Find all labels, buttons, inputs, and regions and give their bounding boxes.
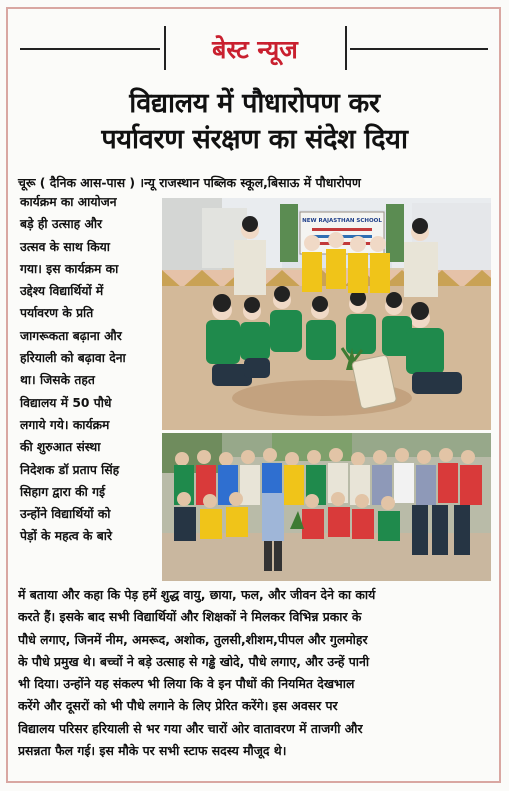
header-rule-left bbox=[20, 48, 160, 50]
body-text-line: प्रसन्नता फैल गई। इस मौके पर सभी स्टाफ सदस्य मौजूद थे। bbox=[18, 743, 287, 759]
column-text-line: उन्होंने विद्यार्थियों को bbox=[20, 507, 111, 522]
column-text-line: निदेशक डॉ प्रताप सिंह bbox=[20, 462, 120, 477]
body-text-line: करेंगे और दूसरों को भी पौधे लगाने के लिए प्रेरित करेंगे। इस अवसर पर bbox=[18, 698, 338, 714]
column-text-line: जागरूकता बढ़ाना और bbox=[20, 328, 122, 343]
header-rule-right bbox=[350, 48, 488, 50]
body-text-line: पौधे लगाए, जिनमें नीम, अमरूद, अशोक, तुलसी,शीशम,पीपल और गुलमोहर bbox=[18, 631, 368, 647]
column-text-line: गया। इस कार्यक्रम का bbox=[20, 261, 119, 276]
column-text-line: हरियाली को बढ़ावा देना bbox=[20, 351, 126, 366]
column-text-line: सिहाग द्वारा की गई bbox=[20, 484, 106, 499]
section-header: बेस्ट न्यूज bbox=[212, 35, 298, 64]
header-divider-left bbox=[164, 26, 166, 70]
planting-photo bbox=[162, 198, 491, 430]
body-text-line: विद्यालय परिसर हरियाली से भर गया और चारों ओर वातावरण में ताजगी और bbox=[18, 720, 363, 736]
column-text-line: था। जिसके तहत bbox=[20, 373, 95, 388]
body-text-line: करते हैं। इसके बाद सभी विद्यार्थियों और शिक्षकों ने मिलकर विभिन्न प्रकार के bbox=[18, 609, 362, 625]
column-text-line: लगाये गये। कार्यक्रम bbox=[20, 417, 110, 432]
school-sign-text: NEW RAJASTHAN SCHOOL bbox=[302, 218, 382, 224]
body-text-line: भी दिया। उन्होंने यह संकल्प भी लिया कि वे इन पौधों की नियमित देखभाल bbox=[18, 676, 355, 692]
column-text-line: पेड़ों के महत्व के बारे bbox=[20, 529, 112, 544]
body-text-line: के पौधे प्रमुख थे। बच्चों ने बड़े उत्साह से गड्ढे खोदे, पौधे लगाए, और उन्हें पानी bbox=[18, 653, 370, 669]
article-body-text bbox=[18, 584, 493, 762]
column-text-line: बड़े ही उत्साह और bbox=[20, 217, 103, 232]
group-photo bbox=[162, 433, 491, 581]
column-text-line: कार्यक्रम का आयोजन bbox=[20, 195, 117, 209]
body-text-line: में बताया और कहा कि पेड़ हमें शुद्ध वायु, छाया, फल, और जीवन देने का कार्य bbox=[18, 587, 376, 602]
article-intro: चूरू ( दैनिक आस-पास ) ।न्यू राजस्थान पब्लिक स्कूल,बिसाऊ में पौधारोपण bbox=[18, 175, 361, 190]
headline-line-1: विद्यालय में पौधारोपण कर bbox=[129, 88, 380, 119]
column-text-line: विद्यालय में 50 पौधे bbox=[20, 395, 112, 410]
column-text-line: उद्देश्य विद्यार्थियों में bbox=[20, 284, 104, 299]
article-column-text bbox=[20, 191, 157, 548]
column-text-line: की शुरुआत संस्था bbox=[20, 440, 101, 455]
headline-line-2: पर्यावरण संरक्षण का संदेश दिया bbox=[101, 124, 408, 155]
column-text-line: पर्यावरण के प्रति bbox=[20, 306, 94, 321]
header-divider-right bbox=[345, 26, 347, 70]
column-text-line: उत्सव के साथ किया bbox=[20, 239, 110, 254]
